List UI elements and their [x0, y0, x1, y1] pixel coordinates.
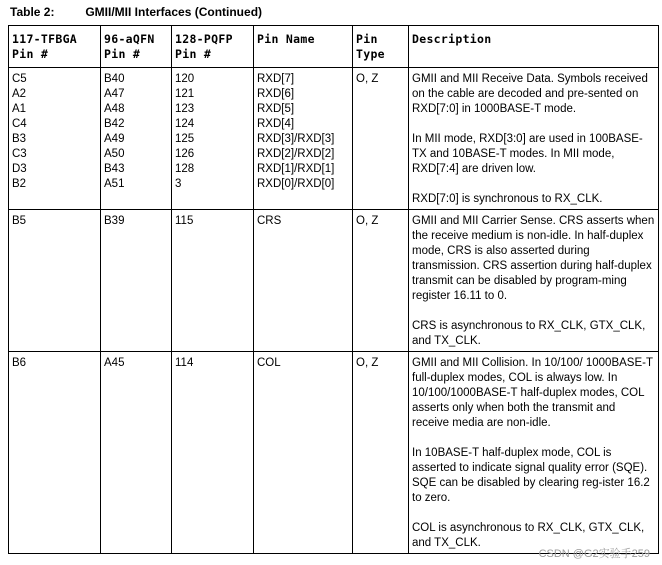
aqfn-cell — [101, 68, 172, 210]
aqfn-pin: B40 — [104, 73, 125, 85]
pin-type: O, Z — [356, 215, 379, 227]
aqfn-pin: B43 — [104, 163, 125, 175]
description-paragraph: In 10BASE-T half-duplex mode, COL is asserted to indicate signal quality error (SQE). SQE can be disabled by clearing reg-ister 16.2 to zero. — [412, 447, 650, 504]
tfbga-pin: A1 — [12, 103, 27, 115]
pqfp-pin: 121 — [175, 88, 195, 100]
aqfn-pin: A47 — [104, 88, 125, 100]
tfbga-cell — [9, 210, 101, 352]
description-paragraph: GMII and MII Receive Data. Symbols received on the cable are decoded and pre-sented on RXD[7:0] in 1000BASE-T mode. — [412, 73, 648, 115]
aqfn-pin: B42 — [104, 118, 125, 130]
header-tfbga-pin — [9, 26, 101, 68]
description-paragraph: GMII and MII Carrier Sense. CRS asserts when the receive medium is non-idle. In half-duplex mode, CRS is also asserted during transmission. CRS assertion during half-duplex transmit can be disabled by program-ming register 16.11 to 0. — [412, 215, 655, 302]
table-row — [9, 68, 659, 210]
tfbga-pin: A2 — [12, 88, 27, 100]
header-pqfp-pin — [172, 26, 254, 68]
header-line: Pin # — [104, 47, 141, 61]
pqfp-pin: 114 — [175, 357, 194, 369]
pin-name-cell — [254, 68, 353, 210]
pin-name: RXD[3]/RXD[3] — [257, 133, 335, 145]
pqfp-pin: 115 — [175, 215, 194, 227]
aqfn-pin: B39 — [104, 215, 125, 227]
pqfp-cell — [172, 210, 254, 352]
header-line: Type — [356, 47, 385, 61]
pin-name: RXD[4] — [257, 118, 295, 130]
description-paragraph: COL is asynchronous to RX_CLK, GTX_CLK, and TX_CLK. — [412, 522, 645, 549]
header-line: Pin # — [12, 47, 49, 61]
pqfp-pin: 125 — [175, 133, 195, 145]
table-row — [9, 210, 659, 352]
header-line: Pin Name — [257, 32, 315, 46]
pin-name: RXD[5] — [257, 103, 295, 115]
tfbga-pin: B3 — [12, 133, 27, 145]
pin-table — [8, 25, 659, 554]
description-cell — [409, 210, 659, 352]
pin-name: RXD[2]/RXD[2] — [257, 148, 335, 160]
tfbga-cell — [9, 352, 101, 554]
pqfp-cell — [172, 352, 254, 554]
aqfn-pin: A48 — [104, 103, 125, 115]
pqfp-pin: 123 — [175, 103, 195, 115]
pin-type: O, Z — [356, 73, 379, 85]
pin-name-cell — [254, 352, 353, 554]
tfbga-pin: C4 — [12, 118, 27, 130]
aqfn-cell — [101, 210, 172, 352]
pqfp-cell — [172, 68, 254, 210]
header-line: Description — [412, 32, 492, 46]
description-paragraph: In MII mode, RXD[3:0] are used in 100BASE-TX and 10BASE-T modes. In MII mode, RXD[7:4] are driven low. — [412, 133, 643, 175]
pin-name-cell — [254, 210, 353, 352]
table-row — [9, 352, 659, 554]
pqfp-pin: 120 — [175, 73, 195, 85]
header-line: Pin # — [175, 47, 212, 61]
pin-name: CRS — [257, 215, 282, 227]
tfbga-cell — [9, 68, 101, 210]
pin-type-cell — [353, 210, 409, 352]
table-caption — [10, 5, 262, 19]
header-pin-type — [353, 26, 409, 68]
description-paragraph: GMII and MII Collision. In 10/100/ 1000BASE-T full-duplex modes, COL is always low. In 10/100/1000BASE-T half-duplex modes, COL asserts only when both the transmit and receive media are non-idle. — [412, 357, 653, 429]
table-caption-title: GMII/MII Interfaces (Continued) — [85, 5, 263, 19]
table-caption-label: Table 2: — [10, 5, 55, 19]
aqfn-cell — [101, 352, 172, 554]
pin-name: RXD[1]/RXD[1] — [257, 163, 335, 175]
header-line: 117-TFBGA — [12, 32, 78, 46]
aqfn-pin: A51 — [104, 178, 125, 190]
tfbga-pin: D3 — [12, 163, 27, 175]
aqfn-pin: A50 — [104, 148, 125, 160]
tfbga-pin: C5 — [12, 73, 27, 85]
pin-name: RXD[6] — [257, 88, 295, 100]
pin-type-cell — [353, 68, 409, 210]
description-paragraph: CRS is asynchronous to RX_CLK, GTX_CLK, and TX_CLK. — [412, 320, 646, 347]
header-line: 96-aQFN — [104, 32, 155, 46]
aqfn-pin: A49 — [104, 133, 125, 145]
watermark: CSDN @G2实验手259 — [538, 548, 650, 560]
pqfp-pin: 124 — [175, 118, 195, 130]
header-row — [9, 26, 659, 68]
description-paragraph: RXD[7:0] is synchronous to RX_CLK. — [412, 193, 603, 205]
pin-type-cell — [353, 352, 409, 554]
header-pin-name — [254, 26, 353, 68]
tfbga-pin: B2 — [12, 178, 27, 190]
pqfp-pin: 126 — [175, 148, 195, 160]
pin-name: COL — [257, 357, 281, 369]
header-aqfn-pin — [101, 26, 172, 68]
pin-type: O, Z — [356, 357, 379, 369]
pin-name: RXD[7] — [257, 73, 295, 85]
header-line: Pin — [356, 32, 378, 46]
tfbga-pin: C3 — [12, 148, 27, 160]
pqfp-pin: 3 — [175, 178, 182, 190]
description-cell — [409, 68, 659, 210]
description-cell — [409, 352, 659, 554]
pin-name: RXD[0]/RXD[0] — [257, 178, 335, 190]
header-line: 128-PQFP — [175, 32, 233, 46]
aqfn-pin: A45 — [104, 357, 125, 369]
pqfp-pin: 128 — [175, 163, 195, 175]
header-description — [409, 26, 659, 68]
tfbga-pin: B5 — [12, 215, 27, 227]
tfbga-pin: B6 — [12, 357, 27, 369]
